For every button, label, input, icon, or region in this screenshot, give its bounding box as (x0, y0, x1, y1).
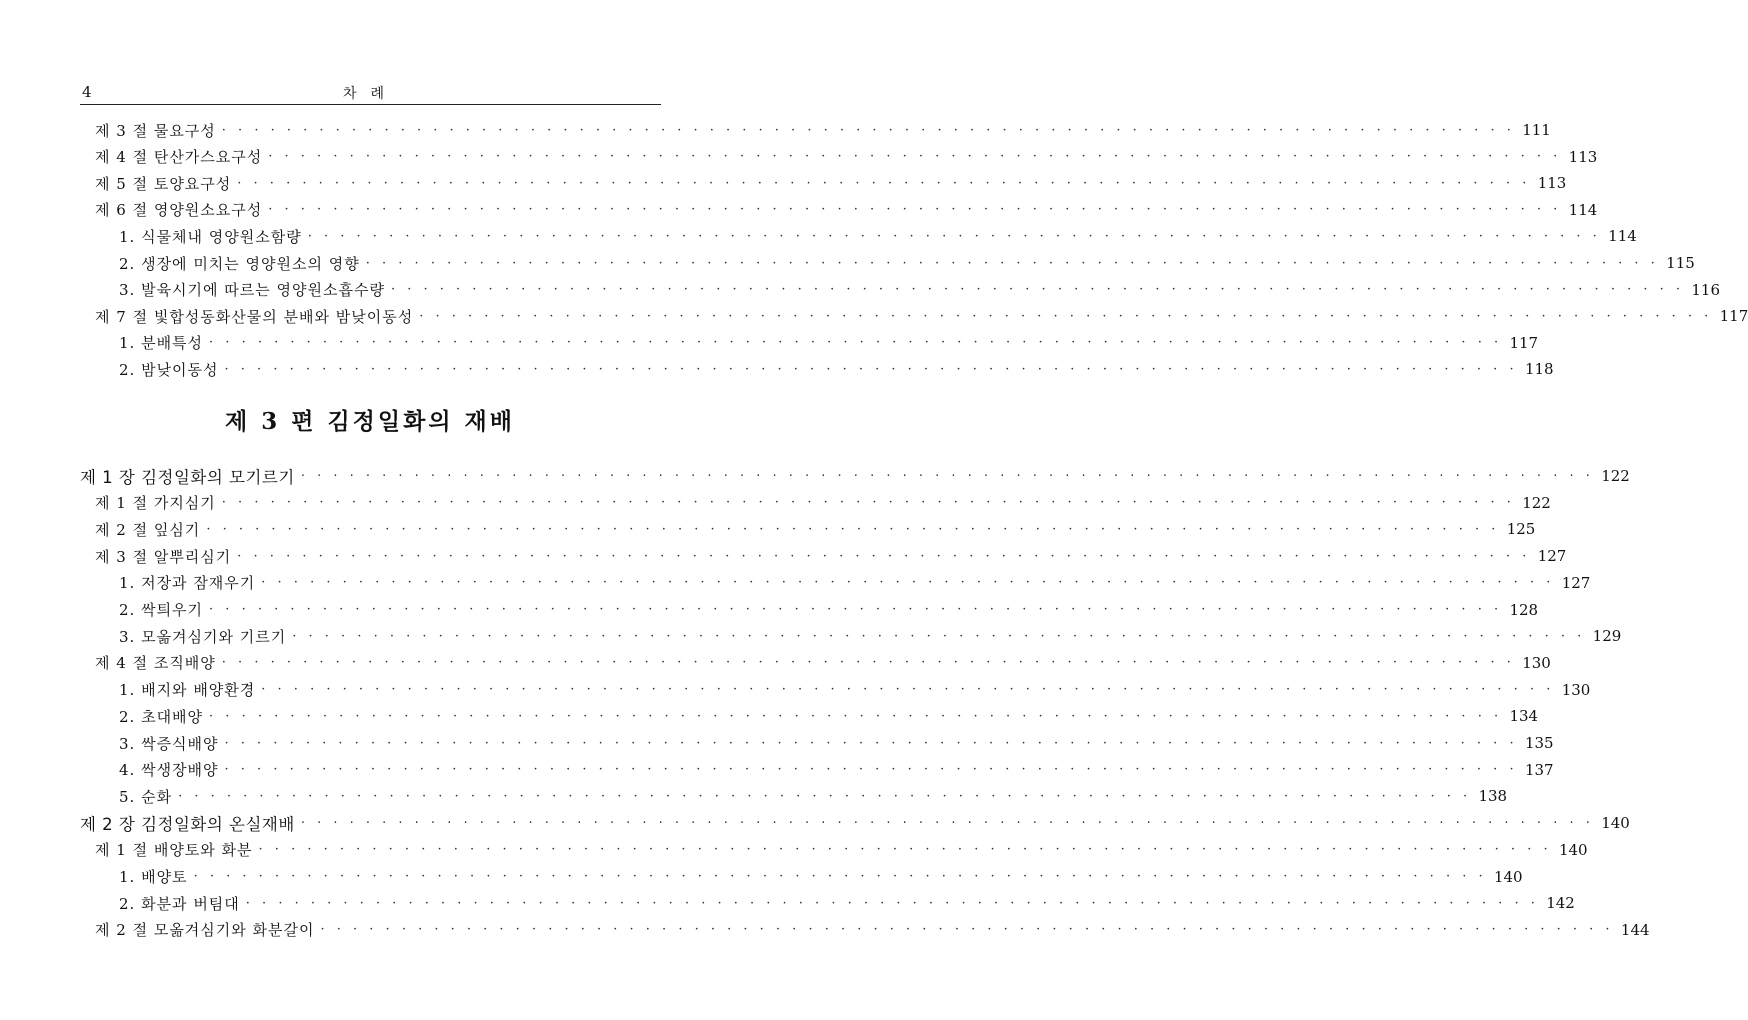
toc-entry-page: 113 (1568, 147, 1598, 166)
running-header (80, 80, 661, 105)
toc-entry-label: 3. 발육시기에 따르는 영양원소흡수량 (119, 281, 385, 300)
toc-leader-dots: · · · · · · · · · · · · · · · · · · · · · · · · · · · · · · · · · · · · · · · · · · · · · · · · · · · · · · · · · · · · · · · · · · · · · · · · · · · · · · · · (224, 735, 1518, 751)
toc-entry-page: 128 (1509, 600, 1539, 619)
toc-leader-dots: · · · · · · · · · · · · · · · · · · · · · · · · · · · · · · · · · · · · · · · · · · · · · · · · · · · · · · · · · · · · · · · · · · · · · · · · · · · · · · · · (320, 922, 1614, 938)
toc-leader-dots: · · · · · · · · · · · · · · · · · · · · · · · · · · · · · · · · · · · · · · · · · · · · · · · · · · · · · · · · · · · · · · · · · · · · · · · · · · · · · · · · (209, 335, 1503, 351)
toc-entry-label: 3. 모옮겨심기와 기르기 (119, 627, 287, 646)
toc-subsection-entry (119, 623, 1622, 649)
toc-subsection-entry (119, 356, 1554, 382)
toc-entry-label: 1. 분배특성 (119, 334, 204, 353)
toc-chapter-entry (80, 463, 1630, 489)
toc-entry-page: 137 (1524, 760, 1554, 779)
toc-entry-page: 135 (1524, 734, 1554, 752)
toc-leader-dots: · · · · · · · · · · · · · · · · · · · · · · · · · · · · · · · · · · · · · · · · · · · · · · · · · · · · · · · · · · · · · · · · · · · · · · · · · · · · · · · · (261, 682, 1555, 698)
toc-entry-page: 127 (1561, 573, 1591, 592)
toc-entry-label: 제 6 절 영양원소요구성 (95, 201, 263, 220)
toc-section-entry (95, 917, 1650, 943)
toc-entry-page: 130 (1522, 653, 1551, 672)
toc-section-entry (95, 543, 1567, 569)
toc-entry-label: 제 7 절 빛합성동화산물의 분배와 밤낮이동성 (95, 307, 414, 326)
toc-entry-label: 3. 싹증식배양 (119, 734, 219, 753)
toc-subsection-entry (119, 890, 1575, 916)
toc-subsection-entry (119, 277, 1721, 303)
toc-entry-label: 1. 배지와 배양환경 (119, 681, 256, 700)
toc-entry-page: 129 (1592, 627, 1622, 646)
toc-leader-dots: · · · · · · · · · · · · · · · · · · · · · · · · · · · · · · · · · · · · · · · · · · · · · · · · · · · · · · · · · · · · · · · · · · · · · · · · · · · · · · · · (178, 788, 1472, 804)
toc-subsection-entry (119, 570, 1591, 596)
toc-entry-page: 114 (1608, 227, 1637, 246)
toc-subsection-entry (119, 783, 1508, 809)
toc-entry-label: 제 3 절 알뿌리심기 (95, 547, 232, 566)
toc-entry-label: 제 1 절 배양토와 화분 (95, 841, 253, 860)
toc-leader-dots: · · · · · · · · · · · · · · · · · · · · · · · · · · · · · · · · · · · · · · · · · · · · · · · · · · · · · · · · · · · · · · · · · · · · · · · · · · · · · · · · (268, 202, 1562, 218)
toc-entry-label: 2. 화분과 버팀대 (119, 894, 240, 913)
toc-entry-page: 125 (1506, 520, 1536, 539)
toc-entry-label: 제 1 장 김정일화의 모기르기 (80, 468, 295, 487)
toc-entry-page: 122 (1601, 467, 1630, 485)
toc-leader-dots: · · · · · · · · · · · · · · · · · · · · · · · · · · · · · · · · · · · · · · · · · · · · · · · · · · · · · · · · · · · · · · · · · · · · · · · · · · · · · · · · (221, 655, 1515, 671)
toc-entry-page: 114 (1568, 200, 1598, 219)
toc-subsection-entry (119, 597, 1539, 623)
toc-entry-label: 제 4 절 조직배양 (95, 654, 216, 673)
toc-entry-label: 제 3 절 물요구성 (95, 121, 216, 140)
toc-leader-dots: · · · · · · · · · · · · · · · · · · · · · · · · · · · · · · · · · · · · · · · · · · · · · · · · · · · · · · · · · · · · · · · · · · · · · · · · · · · · · · · · (307, 228, 1601, 244)
toc-section-entry (95, 516, 1536, 542)
toc-leader-dots: · · · · · · · · · · · · · · · · · · · · · · · · · · · · · · · · · · · · · · · · · · · · · · · · · · · · · · · · · · · · · · · · · · · · · · · · · · · · · · · · (237, 175, 1531, 191)
toc-section-entry (95, 303, 1748, 329)
toc-entry-page: 122 (1522, 493, 1551, 512)
toc-leader-dots: · · · · · · · · · · · · · · · · · · · · · · · · · · · · · · · · · · · · · · · · · · · · · · · · · · · · · · · · · · · · · · · · · · · · · · · · · · · · · · · · (258, 842, 1552, 858)
toc-entry-page: 134 (1509, 707, 1539, 726)
part-title: 제 3 편 김정일화의 재배 (225, 408, 515, 435)
toc-leader-dots: · · · · · · · · · · · · · · · · · · · · · · · · · · · · · · · · · · · · · · · · · · · · · · · · · · · · · · · · · · · · · · · · · · · · · · · · · · · · · · · · (224, 361, 1518, 377)
toc-section-entry (95, 117, 1551, 143)
toc-entry-label: 2. 초대배양 (119, 707, 204, 726)
toc-entry-page: 142 (1546, 894, 1575, 913)
toc-section-entry (95, 197, 1598, 223)
toc-entry-label: 제 2 절 잎심기 (95, 520, 201, 539)
toc-entry-page: 117 (1719, 307, 1748, 326)
toc-leader-dots: · · · · · · · · · · · · · · · · · · · · · · · · · · · · · · · · · · · · · · · · · · · · · · · · · · · · · · · · · · · · · · · · · · · · · · · · · · · · · · · · (221, 122, 1515, 138)
toc-entry-label: 4. 싹생장배양 (119, 761, 219, 780)
toc-entry-label: 2. 생장에 미치는 영양원소의 영향 (119, 254, 360, 273)
toc-entry-page: 140 (1601, 814, 1630, 833)
toc-leader-dots: · · · · · · · · · · · · · · · · · · · · · · · · · · · · · · · · · · · · · · · · · · · · · · · · · · · · · · · · · · · · · · · · · · · · · · · · · · · · · · · · (419, 308, 1713, 324)
toc-leader-dots: · · · · · · · · · · · · · · · · · · · · · · · · · · · · · · · · · · · · · · · · · · · · · · · · · · · · · · · · · · · · · · · · · · · · · · · · · · · · · · · · (221, 495, 1515, 511)
toc-subsection-entry (119, 677, 1591, 703)
toc-entry-page: 113 (1537, 174, 1567, 193)
toc-leader-dots: · · · · · · · · · · · · · · · · · · · · · · · · · · · · · · · · · · · · · · · · · · · · · · · · · · · · · · · · · · · · · · · · · · · · · · · · · · · · · · · · (300, 468, 1594, 484)
toc-entry-label: 제 2 장 김정일화의 온실재배 (80, 815, 295, 835)
toc-entry-label: 제 5 절 토양요구성 (95, 174, 232, 193)
toc-entry-label: 1. 배양토 (119, 868, 188, 886)
toc-entry-page: 116 (1691, 280, 1721, 299)
toc-section-entry (95, 650, 1551, 676)
toc-entry-label: 제 4 절 탄산가스요구성 (95, 148, 263, 167)
toc-leader-dots: · · · · · · · · · · · · · · · · · · · · · · · · · · · · · · · · · · · · · · · · · · · · · · · · · · · · · · · · · · · · · · · · · · · · · · · · · · · · · · · · (261, 575, 1555, 591)
toc-section-entry (95, 837, 1588, 863)
toc-entry-label: 1. 식물체내 영양원소함량 (119, 227, 302, 246)
toc-leader-dots: · · · · · · · · · · · · · · · · · · · · · · · · · · · · · · · · · · · · · · · · · · · · · · · · · · · · · · · · · · · · · · · · · · · · · · · · · · · · · · · · (209, 708, 1503, 724)
toc-entry-page: 140 (1558, 840, 1588, 859)
toc-leader-dots: · · · · · · · · · · · · · · · · · · · · · · · · · · · · · · · · · · · · · · · · · · · · · · · · · · · · · · · · · · · · · · · · · · · · · · · · · · · · · · · · (245, 895, 1539, 911)
toc-subsection-entry (119, 730, 1554, 756)
toc-entry-page: 117 (1509, 333, 1539, 352)
toc-entry-page: 138 (1478, 787, 1508, 806)
toc-entry-label: 2. 싹틔우기 (119, 601, 204, 619)
toc-leader-dots: · · · · · · · · · · · · · · · · · · · · · · · · · · · · · · · · · · · · · · · · · · · · · · · · · · · · · · · · · · · · · · · · · · · · · · · · · · · · · · · · (224, 762, 1518, 778)
toc-entry-page: 130 (1561, 680, 1591, 699)
toc-leader-dots: · · · · · · · · · · · · · · · · · · · · · · · · · · · · · · · · · · · · · · · · · · · · · · · · · · · · · · · · · · · · · · · · · · · · · · · · · · · · · · · · (268, 149, 1562, 165)
toc-subsection-entry (119, 330, 1539, 356)
toc-entry-page: 140 (1493, 867, 1523, 886)
toc-subsection-entry (119, 703, 1539, 729)
toc-leader-dots: · · · · · · · · · · · · · · · · · · · · · · · · · · · · · · · · · · · · · · · · · · · · · · · · · · · · · · · · · · · · · · · · · · · · · · · · · · · · · · · · (390, 282, 1685, 298)
toc-entry-label: 5. 순화 (119, 787, 173, 806)
toc-leader-dots: · · · · · · · · · · · · · · · · · · · · · · · · · · · · · · · · · · · · · · · · · · · · · · · · · · · · · · · · · · · · · · · · · · · · · · · · · · · · · · · · (365, 255, 1659, 271)
toc-entry-page: 115 (1666, 254, 1695, 272)
toc-subsection-entry (119, 757, 1554, 783)
toc-entry-page: 144 (1620, 920, 1650, 939)
toc-entry-page: 111 (1522, 121, 1551, 139)
toc-section-entry (95, 144, 1598, 170)
toc-leader-dots: · · · · · · · · · · · · · · · · · · · · · · · · · · · · · · · · · · · · · · · · · · · · · · · · · · · · · · · · · · · · · · · · · · · · · · · · · · · · · · · · (237, 548, 1531, 564)
toc-leader-dots: · · · · · · · · · · · · · · · · · · · · · · · · · · · · · · · · · · · · · · · · · · · · · · · · · · · · · · · · · · · · · · · · · · · · · · · · · · · · · · · · (300, 815, 1594, 831)
toc-entry-page: 127 (1537, 547, 1567, 566)
toc-entry-page: 118 (1524, 360, 1554, 379)
toc-chapter-entry (80, 810, 1630, 836)
toc-entry-label: 2. 밤낮이동성 (119, 360, 219, 379)
toc-entry-label: 제 2 절 모옮겨심기와 화분갈이 (95, 921, 315, 940)
toc-section-entry (95, 170, 1567, 196)
toc-subsection-entry (119, 223, 1637, 249)
toc-entry-label: 제 1 절 가지심기 (95, 494, 216, 513)
toc-leader-dots: · · · · · · · · · · · · · · · · · · · · · · · · · · · · · · · · · · · · · · · · · · · · · · · · · · · · · · · · · · · · · · · · · · · · · · · · · · · · · · · · (209, 602, 1503, 617)
toc-leader-dots: · · · · · · · · · · · · · · · · · · · · · · · · · · · · · · · · · · · · · · · · · · · · · · · · · · · · · · · · · · · · · · · · · · · · · · · · · · · · · · · · (206, 521, 1500, 537)
header-title: 차례 (342, 86, 399, 102)
toc-entry-label: 1. 저장과 잠재우기 (119, 574, 256, 593)
toc-subsection-entry (119, 250, 1695, 276)
toc-section-entry (95, 490, 1551, 516)
toc-leader-dots: · · · · · · · · · · · · · · · · · · · · · · · · · · · · · · · · · · · · · · · · · · · · · · · · · · · · · · · · · · · · · · · · · · · · · · · · · · · · · · · · (193, 869, 1487, 884)
page-number: 4 (82, 83, 92, 101)
toc-subsection-entry (119, 864, 1523, 890)
toc-leader-dots: · · · · · · · · · · · · · · · · · · · · · · · · · · · · · · · · · · · · · · · · · · · · · · · · · · · · · · · · · · · · · · · · · · · · · · · · · · · · · · · · (292, 628, 1586, 644)
